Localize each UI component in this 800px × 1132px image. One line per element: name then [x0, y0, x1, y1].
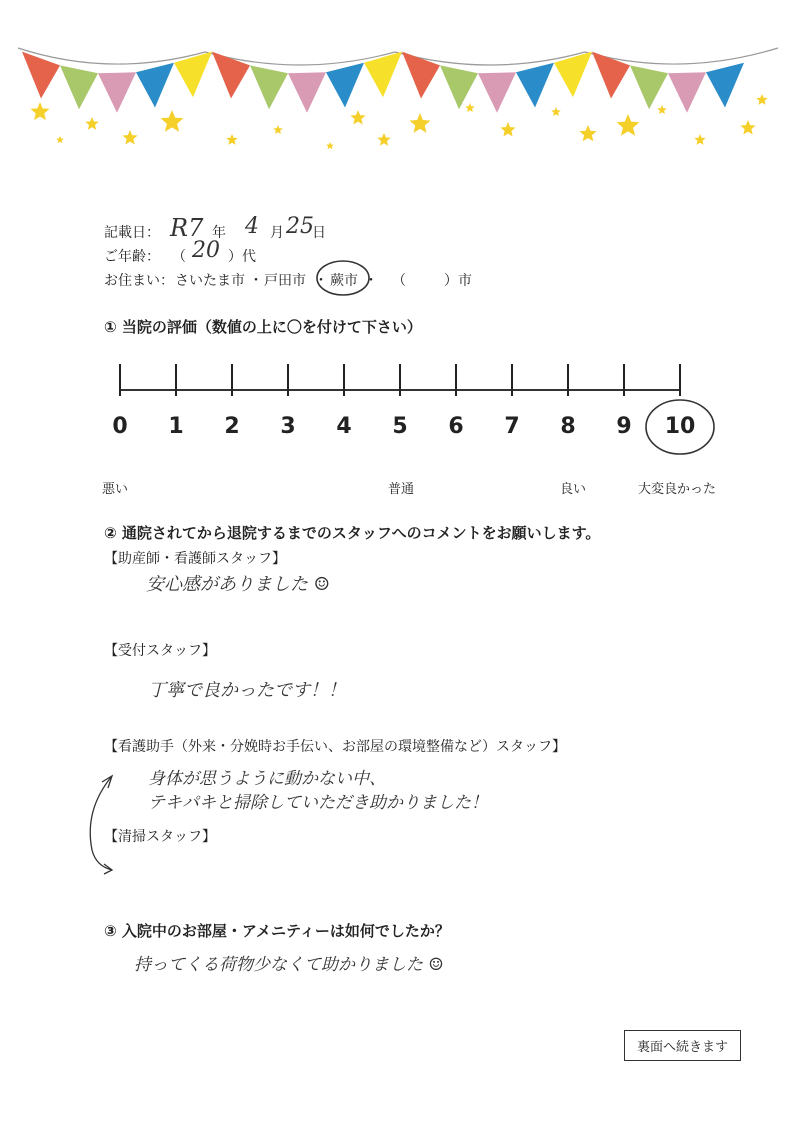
- residence-option-warabi: 蕨市: [330, 273, 358, 289]
- star-icon: [551, 107, 561, 116]
- assistant-heading: 【看護助手（外来・分娩時お手伝い、お部屋の環境整備など）スタッフ】: [104, 739, 566, 755]
- day-suffix: 日: [312, 225, 326, 241]
- star-icon: [500, 122, 515, 137]
- continue-on-back-box: [624, 1030, 741, 1061]
- age-close-paren: ）代: [228, 249, 256, 265]
- reception-comment: 丁寧で良かったです！！: [148, 680, 346, 701]
- star-icon: [756, 94, 767, 105]
- residence-option-saitama: さいたま市: [175, 273, 245, 289]
- scale-number-2: 2: [224, 414, 240, 439]
- star-icon: [377, 133, 390, 146]
- cleaning-heading: 【清掃スタッフ】: [104, 829, 216, 845]
- residence-other-open: （: [392, 273, 406, 289]
- star-icon: [161, 110, 184, 132]
- star-icon: [326, 142, 334, 149]
- bunting-flag: [212, 52, 250, 99]
- bunting-flag: [288, 72, 326, 112]
- scale-label-bad: 悪い: [102, 482, 129, 497]
- bunting-flag: [668, 72, 706, 112]
- star-icon: [56, 136, 64, 143]
- day-handwritten: 25: [286, 214, 314, 239]
- scale-label-good: 良い: [560, 482, 587, 497]
- month-suffix: 月: [270, 225, 284, 241]
- scale-number-4: 4: [336, 414, 352, 439]
- residence-other-close: ）市: [444, 273, 472, 289]
- scale-label-normal: 普通: [388, 482, 415, 497]
- date-label: 記載日：: [104, 225, 160, 241]
- residence-option-toda: 戸田市: [264, 273, 306, 289]
- scale-number-5: 5: [392, 414, 408, 439]
- star-icon: [579, 125, 596, 141]
- bunting-flag: [326, 63, 364, 108]
- date-field: [104, 222, 160, 242]
- scale-number-10: 10: [664, 414, 696, 439]
- star-icon: [694, 134, 705, 145]
- separator: ・: [249, 273, 263, 289]
- star-icon: [85, 117, 98, 130]
- midwife-heading: 【助産師・看護師スタッフ】: [104, 551, 286, 567]
- age-open-paren: （: [172, 249, 186, 265]
- scale-number-6: 6: [448, 414, 464, 439]
- scale-number-8: 8: [560, 414, 576, 439]
- star-icon: [273, 125, 283, 134]
- bunting-decoration: [0, 0, 800, 175]
- star-icon: [122, 130, 137, 145]
- scale-number-7: 7: [504, 414, 520, 439]
- amenity-comment: 持ってくる荷物少なくて助かりました ☺: [134, 955, 444, 975]
- handwritten-arrow: [82, 770, 122, 880]
- section1-title: ① 当院の評価（数値の上に〇を付けて下さい）: [104, 318, 422, 336]
- bunting-flag: [60, 65, 98, 109]
- bunting-flag: [98, 72, 136, 112]
- star-icon: [226, 134, 237, 145]
- bunting-flag: [402, 52, 440, 99]
- bunting-flag: [706, 63, 744, 108]
- star-icon: [465, 103, 475, 112]
- section3-title: ③ 入院中のお部屋・アメニティーは如何でしたか？: [104, 922, 450, 940]
- scale-number-3: 3: [280, 414, 296, 439]
- star-icon: [617, 114, 640, 136]
- year-suffix: 年: [212, 225, 226, 241]
- star-icon: [410, 113, 431, 133]
- assistant-comment-line1: 身体が思うように動かない中、: [148, 769, 386, 789]
- reception-heading: 【受付スタッフ】: [104, 643, 216, 659]
- scale-label-very-good: 大変良かった: [638, 482, 717, 497]
- bunting-flag: [516, 63, 554, 108]
- bunting-flag: [630, 65, 668, 109]
- date-era-handwritten: R7: [170, 214, 204, 242]
- star-icon: [350, 110, 365, 125]
- section2-title: ② 通院されてから退院するまでのスタッフへのコメントをお願いします。: [104, 524, 601, 542]
- midwife-comment: 安心感がありました ☺: [146, 574, 330, 595]
- month-handwritten: 4: [245, 214, 259, 239]
- scale-number-9: 9: [616, 414, 632, 439]
- age-handwritten: 20: [192, 238, 220, 263]
- bunting-flag: [22, 52, 60, 99]
- bunting-flag: [478, 72, 516, 112]
- star-icon: [657, 105, 667, 114]
- age-label: ご年齢：: [104, 249, 160, 265]
- bunting-flag: [440, 65, 478, 109]
- bunting-flag: [136, 63, 174, 108]
- scale-number-0: 0: [112, 414, 128, 439]
- bunting-flag: [250, 65, 288, 109]
- selected-rating-circle: [642, 396, 720, 458]
- scale-number-1: 1: [168, 414, 184, 439]
- assistant-comment-line2: テキパキと掃除していただき助かりました！: [148, 793, 488, 813]
- continue-on-back-label: 裏面へ続きます: [637, 1040, 729, 1055]
- star-icon: [740, 120, 755, 135]
- separator: ・: [364, 273, 378, 289]
- bunting-flag: [592, 52, 630, 99]
- separator: ・: [314, 273, 328, 289]
- residence-label: お住まい：: [104, 273, 174, 289]
- rating-scale-line: [100, 360, 720, 410]
- star-icon: [31, 102, 50, 120]
